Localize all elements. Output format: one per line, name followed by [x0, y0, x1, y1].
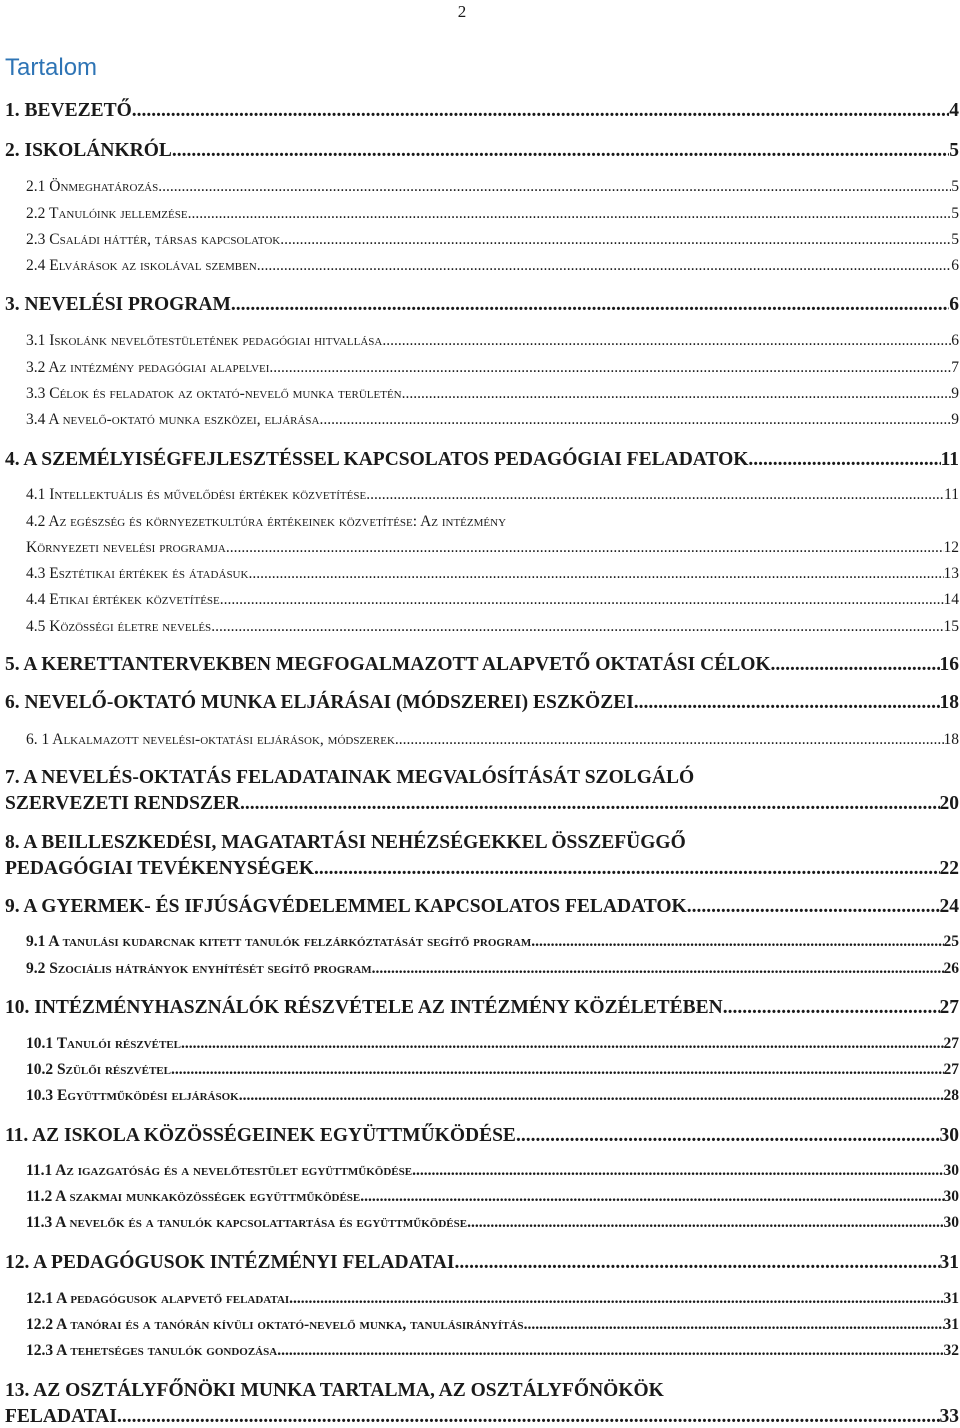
toc-entry-title: 4.3 Esztétikai értékek és átadásuk [26, 565, 249, 582]
toc-entry[interactable] [26, 1316, 959, 1334]
toc-entry[interactable] [5, 449, 959, 471]
toc-entry-title: 5. A KERETTANTERVEKBEN MEGFOGALMAZOTT ALAPVETŐ OKTATÁSI CÉLOK [5, 654, 771, 675]
toc-entry[interactable] [26, 359, 959, 377]
toc-entry[interactable] [5, 692, 959, 714]
dot-leader [748, 449, 940, 471]
dot-leader [395, 731, 944, 749]
dot-leader [239, 1087, 944, 1105]
dot-leader [289, 1290, 943, 1308]
toc-entry[interactable] [26, 205, 959, 223]
dot-leader [314, 858, 939, 880]
toc-page-number: 5 [951, 205, 959, 222]
toc-entry-title: 6. 1 Alkalmazott nevelési-oktatási eljárások, módszerek [26, 731, 395, 748]
toc-entry[interactable] [5, 1406, 959, 1428]
toc-entry[interactable] [5, 793, 959, 815]
page-number: 2 [457, 2, 467, 21]
toc-entry[interactable] [26, 178, 959, 196]
dot-leader [516, 1125, 940, 1147]
toc-entry[interactable] [26, 1214, 959, 1232]
toc-entry-title: 4. A SZEMÉLYISÉGFEJLESZTÉSSEL KAPCSOLATOS PEDAGÓGIAI FELADATOK [5, 449, 749, 470]
toc-entry-title: 11.2 A szakmai munkaközösségek együttműködése [26, 1188, 361, 1205]
toc-page-number: 30 [943, 1162, 959, 1179]
toc-entry[interactable] [5, 1125, 959, 1147]
toc-page-number: 27 [943, 1035, 959, 1052]
toc-entry-title: 2. ISKOLÁNKRÓL [5, 140, 172, 161]
toc-entry-title: 3. NEVELÉSI PROGRAM [5, 294, 231, 315]
toc-entry-title: 9. A GYERMEK- ÉS IFJÚSÁGVÉDELEMMEL KAPCSOLATOS FELADATOK [5, 896, 687, 917]
dot-leader [188, 205, 952, 223]
toc-entry-first-line[interactable]: 4.2 Az egészség és környezetkultúra értékeinek közvetítése: Az intézmény [26, 513, 507, 530]
toc-entry-title: FELADATAI [5, 1406, 117, 1427]
toc-entry-title: 2.1 Önmeghatározás [26, 178, 159, 195]
toc-entry-title: 2.2 Tanulóink jellemzése [26, 205, 188, 222]
toc-page-number: 24 [939, 896, 959, 917]
dot-leader [467, 1214, 943, 1232]
dot-leader [319, 411, 951, 429]
dot-leader [226, 539, 944, 557]
toc-entry[interactable] [5, 294, 959, 316]
toc-entry[interactable] [5, 896, 959, 918]
toc-entry[interactable] [26, 1061, 959, 1079]
toc-entry[interactable] [26, 618, 959, 636]
toc-page-number: 7 [951, 359, 959, 376]
toc-entry-title: Környezeti nevelési programja [26, 539, 226, 556]
toc-entry-first-line[interactable]: 8. A BEILLESZKEDÉSI, MAGATARTÁSI NEHÉZSÉGEKKEL ÖSSZEFÜGGŐ [5, 832, 686, 853]
toc-page-number: 33 [939, 1406, 959, 1427]
toc-page-number: 25 [943, 933, 959, 950]
toc-entry-title: 4.4 Etikai értékek közvetítése [26, 591, 220, 608]
toc-entry-title: 12.3 A tehetséges tanulók gondozása [26, 1342, 278, 1359]
toc-page-number: 5 [951, 231, 959, 248]
toc-entry-title: 10.3 Együttműködési eljárások [26, 1087, 239, 1104]
toc-page-number: 13 [943, 565, 959, 582]
dot-leader [132, 100, 949, 122]
toc-entry-title: 2.3 Családi háttér, társas kapcsolatok [26, 231, 281, 248]
toc-entry-title: 3.3 Célok és feladatok az oktató-nevelő munka területén [26, 385, 402, 402]
toc-page-number: 20 [939, 793, 959, 814]
dot-leader [117, 1406, 940, 1428]
toc-entry-first-line[interactable]: 13. AZ OSZTÁLYFŐNÖKI MUNKA TARTALMA, AZ OSZTÁLYFŐNÖKÖK [5, 1380, 664, 1401]
toc-entry[interactable] [5, 100, 959, 122]
toc-page-number: 6 [951, 257, 959, 274]
toc-page-number: 14 [943, 591, 959, 608]
toc-entry[interactable] [26, 1087, 959, 1105]
dot-leader [240, 793, 939, 815]
dot-leader [172, 140, 949, 162]
dot-leader [524, 1316, 944, 1334]
toc-page-number: 30 [943, 1214, 959, 1231]
toc-entry[interactable] [26, 257, 959, 275]
toc-page-number: 18 [939, 692, 959, 713]
toc-entry[interactable] [5, 1252, 959, 1274]
toc-page-number: 9 [951, 411, 959, 428]
toc-page-number: 31 [943, 1290, 959, 1307]
dot-leader [531, 933, 943, 951]
toc-entry[interactable] [5, 140, 959, 162]
toc-page-number: 18 [943, 731, 959, 748]
dot-leader [158, 178, 951, 196]
toc-page-number: 9 [951, 385, 959, 402]
dot-leader [372, 960, 944, 978]
toc-page-number: 5 [949, 140, 959, 161]
toc-entry[interactable] [26, 960, 959, 978]
toc-entry[interactable] [26, 1290, 959, 1308]
dot-leader [280, 231, 951, 249]
toc-entry[interactable] [26, 1162, 959, 1180]
toc-page-number: 16 [939, 654, 959, 675]
toc-page-number: 26 [943, 960, 959, 977]
toc-entry-title: 3.4 A nevelő-oktató munka eszközei, eljárása [26, 411, 320, 428]
dot-leader [248, 565, 943, 583]
toc-entry-title: 11.1 Az igazgatóság és a nevelőtestület együttműködése [26, 1162, 413, 1179]
toc-entry[interactable] [26, 385, 959, 403]
toc-entry[interactable] [5, 858, 959, 880]
toc-page-number: 6 [949, 294, 959, 315]
toc-page-number: 30 [943, 1188, 959, 1205]
toc-page-number: 11 [944, 486, 959, 503]
toc-page-number: 4 [949, 100, 959, 121]
dot-leader [771, 654, 940, 676]
dot-leader [366, 486, 944, 504]
dot-leader [454, 1252, 939, 1274]
toc-page-number: 28 [943, 1087, 959, 1104]
dot-leader [687, 896, 940, 918]
toc-entry-title: 12.2 A tanórai és a tanórán kívüli oktató-nevelő munka, tanulásirányítás [26, 1316, 524, 1333]
toc-entry-title: 3.2 Az intézmény pedagógiai alapelvei [26, 359, 270, 376]
toc-entry[interactable] [26, 591, 959, 609]
dot-leader [360, 1188, 943, 1206]
toc-page-number: 5 [951, 178, 959, 195]
dot-leader [412, 1162, 943, 1180]
toc-entry-title: 11. AZ ISKOLA KÖZÖSSÉGEINEK EGYÜTTMŰKÖDÉSE [5, 1125, 516, 1146]
toc-page-number: 12 [943, 539, 959, 556]
toc-entry-title: 12.1 A pedagógusok alapvető feladatai [26, 1290, 290, 1307]
toc-entry-title: 2.4 Elvárások az iskolával szemben [26, 257, 257, 274]
toc-entry[interactable] [26, 1188, 959, 1206]
dot-leader [220, 591, 944, 609]
toc-page-number: 27 [943, 1061, 959, 1078]
dot-leader [382, 332, 951, 350]
toc-entry[interactable] [26, 231, 959, 249]
toc-entry[interactable] [26, 731, 959, 749]
toc-page-number: 11 [940, 449, 959, 470]
toc-entry[interactable] [26, 1342, 959, 1360]
toc-entry-title: 11.3 A nevelők és a tanulók kapcsolattartása és együttműködése [26, 1214, 468, 1231]
dot-leader [181, 1035, 944, 1053]
toc-heading: Tartalom [5, 54, 98, 81]
toc-page-number: 31 [939, 1252, 959, 1273]
toc-entry-title: 1. BEVEZETŐ [5, 100, 132, 121]
dot-leader [634, 692, 940, 714]
toc-entry[interactable] [26, 933, 959, 951]
dot-leader [277, 1342, 943, 1360]
toc-page-number: 32 [943, 1342, 959, 1359]
toc-entry[interactable] [26, 565, 959, 583]
toc-page-number: 31 [943, 1316, 959, 1333]
toc-entry[interactable] [5, 997, 959, 1019]
toc-entry-title: 10.1 Tanulói részvétel [26, 1035, 181, 1052]
toc-entry[interactable] [26, 486, 959, 504]
toc-page-number: 27 [939, 997, 959, 1018]
toc-entry-title: 10. INTÉZMÉNYHASZNÁLÓK RÉSZVÉTELE AZ INTÉZMÉNY KÖZÉLETÉBEN [5, 997, 723, 1018]
toc-entry-title: 4.5 Közösségi életre nevelés [26, 618, 212, 635]
toc-entry-title: 9.2 Szociális hátrányok enyhítését segítő program [26, 960, 372, 977]
toc-page-number: 30 [939, 1125, 959, 1146]
toc-entry[interactable] [26, 411, 959, 429]
dot-leader [257, 257, 952, 275]
toc-entry-title: SZERVEZETI RENDSZER [5, 793, 241, 814]
toc-entry-title: 4.1 Intellektuális és művelődési értékek közvetítése [26, 486, 367, 503]
toc-entry[interactable] [26, 332, 959, 350]
toc-entry-title: 9.1 A tanulási kudarcnak kitett tanulók felzárkóztatását segítő program [26, 933, 532, 950]
toc-page-number: 22 [939, 858, 959, 879]
toc-entry-title: 6. NEVELŐ-OKTATÓ MUNKA ELJÁRÁSAI (MÓDSZEREI) ESZKÖZEI [5, 692, 634, 713]
dot-leader [171, 1061, 944, 1079]
dot-leader [231, 294, 949, 316]
toc-entry-title: 3.1 Iskolánk nevelőtestületének pedagógiai hitvallása [26, 332, 383, 349]
toc-entry[interactable] [5, 654, 959, 676]
dot-leader [211, 618, 943, 636]
toc-entry-title: 10.2 Szülői részvétel [26, 1061, 171, 1078]
dot-leader [269, 359, 951, 377]
toc-page-number: 15 [943, 618, 959, 635]
toc-entry-title: 12. A PEDAGÓGUSOK INTÉZMÉNYI FELADATAI [5, 1252, 455, 1273]
toc-entry-title: PEDAGÓGIAI TEVÉKENYSÉGEK [5, 858, 315, 879]
toc-page-number: 6 [951, 332, 959, 349]
toc-entry[interactable] [26, 539, 959, 557]
dot-leader [402, 385, 952, 403]
toc-entry[interactable] [26, 1035, 959, 1053]
dot-leader [723, 997, 940, 1019]
toc-entry-first-line[interactable]: 7. A NEVELÉS-OKTATÁS FELADATAINAK MEGVALÓSÍTÁSÁT SZOLGÁLÓ [5, 767, 695, 788]
